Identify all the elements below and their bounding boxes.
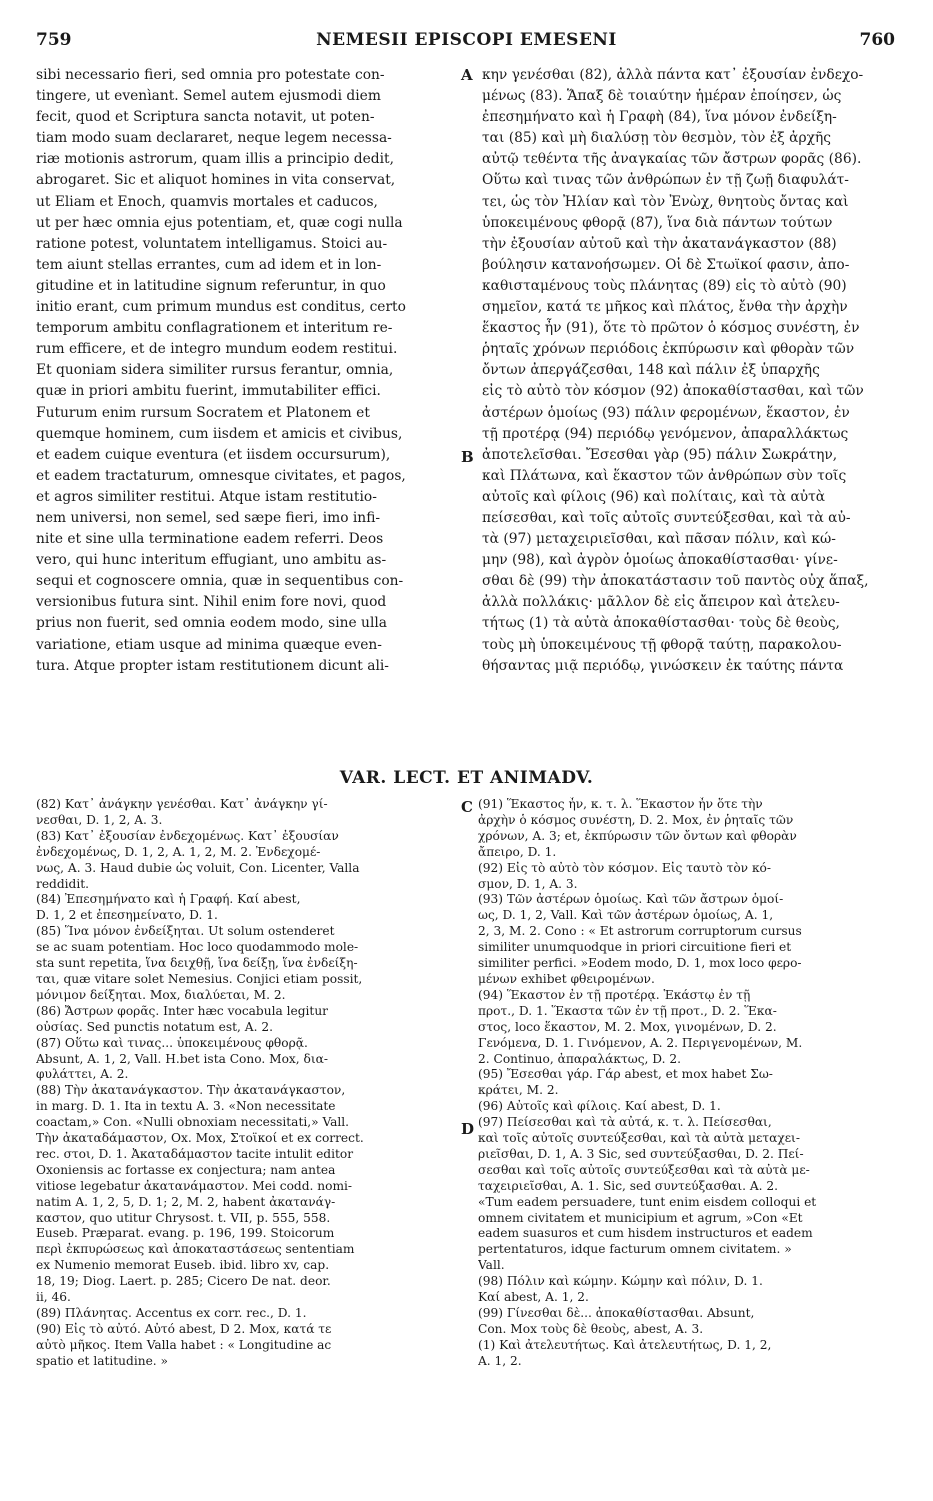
note-line: Oxoniensis ac fortasse ex conjectura; nam antea — [36, 1162, 336, 1177]
note-line: (92) Εἰς τὸ αὐτὸ τὸν κόσμον. Εἰς ταυτὸ τὸν κό- — [478, 860, 772, 875]
latin-text-line: initio erant, cum primum mundus est conditus, certo — [36, 299, 406, 316]
latin-text-line: ut Eliam et Enoch, quamvis mortales et caducos, — [36, 193, 378, 210]
note-line: rec. στοι, D. 1. Ἀκαταδάμαστον tacite intulit editor — [36, 1146, 354, 1161]
note-line: Γενόμενα, D. 1. Γινόμενον, A. 2. Περιγενομένων, M. — [478, 1035, 803, 1050]
greek-text-line: Οὕτω καὶ τινας τῶν ἀνθρώπων ἐν τῇ ζωῇ διαφυλάτ- — [482, 172, 849, 189]
greek-text-line: ὑποκειμένους φθορᾷ (87), ἵνα διὰ πάντων τούτων — [482, 214, 833, 231]
note-line: φυλάττει, A. 2. — [36, 1067, 129, 1082]
greek-text-line: ἀστέρων ὁμοίως (93) πάλιν φερομένων, ἕκαστον, ἐν — [482, 404, 850, 421]
latin-text-line: ratione potest, voluntatem intelligamus. Stoici au- — [36, 235, 388, 252]
note-line: (88) Τὴν ἀκατανάγκαστον. Τὴν ἀκατανάγκαστον, — [36, 1083, 346, 1098]
note-line: νως, A. 3. Haud dubie ὡς voluit, Con. Licenter, Valla — [36, 860, 360, 875]
note-line: (86) Ἄστρων φορᾶς. Inter hæc vocabula legitur — [36, 1003, 328, 1018]
note-line: προτ., D. 1. Ἕκαστα τῶν ἐν τῇ προτ., D. 2. Ἕκα- — [478, 1003, 777, 1018]
greek-text-line: τοὺς μὴ ὑποκειμένους τῇ φθορᾷ ταύτῃ, παρακολου- — [482, 636, 842, 653]
greek-text-line: θήσαντας μιᾷ περιόδῳ, γινώσκειν ἐκ ταύτης πάντα — [482, 657, 844, 674]
note-line: coactam,» Con. «Nulli obnoxiam necessitati,» Vall. — [36, 1115, 350, 1130]
note-line: σμον, D. 1, A. 3. — [478, 876, 578, 891]
note-line: (85) Ἵνα μόνον ἐνδείξηται. Ut solum ostenderet — [36, 924, 335, 939]
greek-text-line: τει, ὡς τὸν Ἠλίαν καὶ τὸν Ἐνὼχ, θνητοὺς ὄντας καὶ — [482, 193, 849, 210]
note-line: (87) Οὕτω καὶ τινας... ὑποκειμένους φθορᾷ. — [36, 1035, 308, 1050]
note-line: reddidit. — [36, 876, 90, 891]
note-line: κράτει, M. 2. — [478, 1083, 559, 1098]
note-line: natim A. 1, 2, 5, D. 1; 2, M. 2, habent ἀκατανάγ- — [36, 1194, 336, 1209]
page-number-right: 760 — [859, 30, 895, 50]
greek-text-line: μένως (83). Ἅπαξ δὲ τοιαύτην ἡμέραν ἐποίησεν, ὡς — [482, 88, 842, 105]
greek-text-line: ἀλλὰ πολλάκις· μᾶλλον δὲ εἰς ἄπειρον καὶ ἀτελευ- — [482, 594, 840, 611]
note-line: eadem suasuros et cum hisdem instructuros et eadem — [478, 1226, 813, 1241]
latin-text-line: temporum ambitu conflagrationem et interitum re- — [36, 320, 393, 337]
note-line: (1) Καὶ ἀτελευτήτως. Καὶ ἀτελευτήτως, D. 1, 2, — [478, 1337, 772, 1352]
latin-text-line: rum efficere, et de integro mundum eodem restitui. — [36, 341, 398, 358]
note-line: (82) Κατ᾽ ἀνάγκην γενέσθαι. Κατ᾽ ἀνάγκην γί- — [36, 797, 328, 811]
latin-column — [36, 65, 454, 677]
note-line: similiter perfici. »Eodem modo, D. 1, mox loco φερο- — [478, 956, 802, 971]
latin-text-line: fecit, quod et Scriptura sancta notavit, ut poten- — [36, 109, 375, 126]
note-line: (91) Ἕκαστος ἦν, κ. τ. λ. Ἕκαστον ἦν ὅτε τὴν — [478, 797, 763, 811]
latin-text-line: et eadem cuique eventura (et iisdem occursurum), — [36, 446, 391, 463]
latin-text-line: Futurum enim rursum Socratem et Platonem et — [36, 404, 370, 421]
greek-text-line: μην (98), καὶ ἀγρὸν ὁμοίως ἀποκαθίστασθαι· γίνε- — [482, 552, 838, 569]
note-line: ex Numenio memorat Euseb. ibid. libro xv, cap. — [36, 1258, 330, 1273]
greek-text-line: τήτως (1) τὰ αὐτὰ ἀποκαθίστασθαι· τοὺς δὲ θεοὺς, — [482, 615, 840, 632]
greek-text-line: εἰς τὸ αὐτὸ τὸν κόσμον (92) ἀποκαθίστασθαι, καὶ τῶν — [482, 383, 864, 400]
note-line: 2, 3, M. 2. Cono : « Et astrorum corruptorum cursus — [478, 924, 802, 939]
note-line: spatio et latitudine. » — [36, 1353, 168, 1368]
latin-text-line: prius non fuerit, sed omnia eodem modo, sine ulla — [36, 615, 387, 632]
note-line: Absunt, A. 1, 2, Vall. H.bet ista Cono. Mox, δια- — [36, 1051, 329, 1066]
note-line: (93) Τῶν ἀστέρων ὁμοίως. Καὶ τῶν ἄστρων ὁμοί- — [478, 892, 784, 907]
note-line: (95) Ἔσεσθαι γάρ. Γάρ abest, et mox habet Σω- — [478, 1067, 773, 1082]
note-line: (83) Κατ᾽ ἐξουσίαν ἐνδεχομένως. Κατ᾽ ἐξουσίαν — [36, 828, 339, 843]
latin-text-line: abrogaret. Sic et aliquot homines in vita conservat, — [36, 172, 396, 189]
latin-text-line: et eadem tractaturum, omnesque civitates, et pagos, — [36, 467, 406, 484]
note-line: A. 1, 2. — [478, 1353, 522, 1368]
latin-text-line: et agros similiter restitui. Atque istam restitutio- — [36, 488, 377, 505]
page-header — [0, 30, 933, 54]
note-line: se ac suam potentiam. Hoc loco quodammodo mole- — [36, 940, 359, 955]
latin-text-line: sibi necessario fieri, sed omnia pro potestate con- — [36, 67, 385, 83]
note-line: μένων exhibet φθειρομένων. — [478, 971, 655, 986]
note-line: vitiose legebatur ἀκατανάμαστον. Mei codd. nomi- — [36, 1178, 353, 1193]
latin-text-line: tingere, ut evenìant. Semel autem ejusmodi diem — [36, 88, 381, 105]
note-line: στος, loco ἕκαστον, M. 2. Mox, γινομένων, D. 2. — [478, 1019, 777, 1034]
greek-text-line: ἐπεσημήνατο καὶ ἡ Γραφὴ (84), ἵνα μόνον ἐνδείξη- — [482, 109, 837, 126]
latin-text-line: quæ in priori ambitu fuerint, immutabiliter effici. — [36, 383, 381, 400]
latin-text-line: variatione, etiam usque ad minima quæque even- — [36, 636, 382, 653]
note-line: οὐσίας. Sed punctis notatum est, A. 2. — [36, 1019, 273, 1034]
greek-text-line: ὄντων ἀπεργάζεσθαι, 148 καὶ πάλιν ἐξ ὑπαρχῆς — [482, 362, 820, 379]
greek-text-line: ῥηταῖς χρόνων περιόδοις ἐκπύρωσιν καὶ φθορὰν τῶν — [482, 341, 855, 358]
latin-text-line: Et quoniam sidera similiter rursus ferantur, omnia, — [36, 362, 394, 379]
margin-letter-c: C — [461, 798, 473, 816]
latin-text-line: tem aiunt stellas errantes, cum ad idem et in lon- — [36, 256, 382, 273]
note-line: νεσθαι, D. 1, 2, A. 3. — [36, 812, 163, 827]
latin-text-line: riæ motionis astrorum, quam illis a principio dedit, — [36, 151, 394, 168]
note-line: Τὴν ἀκαταδάμαστον, Ox. Mox, Στοϊκοί et ex correct. — [36, 1131, 364, 1146]
latin-text-line: vero, qui hunc interitum effugiant, uno ambitu as- — [36, 552, 387, 569]
note-line: (94) Ἕκαστον ἐν τῇ προτέρᾳ. Ἑκάστῳ ἐν τῇ — [478, 987, 751, 1002]
greek-text-line: σθαι δὲ (99) τὴν ἀποκατάστασιν τοῦ παντὸς οὐχ ἅπαξ, — [482, 573, 869, 590]
margin-letter-a: A — [461, 66, 473, 84]
latin-text-line: tiam modo suam declararet, neque legem necessa- — [36, 130, 392, 147]
note-line: sta sunt repetita, ἵνα δειχθῇ, ἵνα δείξῃ, ἵνα ἐνδείξη- — [36, 956, 358, 971]
note-line: καὶ τοῖς αὐτοῖς συντεύξεσθαι, καὶ τὰ αὐτὰ μεταχει- — [478, 1131, 800, 1146]
greek-text-line: πείσεσθαι, καὶ τοῖς αὐτοῖς συντεύξεσθαι, καὶ τὰ αὐ- — [482, 509, 851, 526]
latin-text-line: versionibus futura sint. Nihil enim fore novi, quod — [36, 594, 387, 611]
note-line: omnem civitatem et municipium et agrum, »Con «Et — [478, 1210, 803, 1225]
greek-text-line: αὐτοῖς καὶ φίλοις (96) καὶ πολίταις, καὶ τὰ αὐτὰ — [482, 488, 826, 505]
note-line: ἐνδεχομένως, D. 1, 2, A. 1, 2, M. 2. Ἐνδεχομέ- — [36, 844, 321, 859]
note-line: ριεῖσθαι, D. 1, A. 3 Sic, sed συντεύξασθαι, D. 2. Πεί- — [478, 1146, 804, 1161]
note-line: 2. Continuo, ἀπαραλάκτως, D. 2. — [478, 1051, 681, 1066]
note-line: Euseb. Præparat. evang. p. 196, 199. Stoicorum — [36, 1226, 335, 1241]
greek-column — [482, 65, 894, 677]
greek-text-line: καὶ Πλάτωνα, καὶ ἕκαστον τῶν ἀνθρώπων σὺν τοῖς — [482, 467, 847, 484]
note-line: σεσθαι καὶ τοῖς αὐτοῖς συντεύξεσθαι καὶ τὰ αὐτὰ με- — [478, 1162, 810, 1177]
note-line: περὶ ἐκπυρώσεως καὶ ἀποκαταστάσεως sententiam — [36, 1242, 355, 1257]
notes-right-column — [478, 797, 898, 1370]
note-line: ταχειριεῖσθαι, A. 1. Sic, sed συντεύξασθαι. A. 2. — [478, 1178, 779, 1193]
greek-text-line: ἀποτελεῖσθαι. Ἔσεσθαι γὰρ (95) πάλιν Σωκράτην, — [482, 446, 838, 463]
note-line: (90) Εἰς τὸ αὐτό. Αὐτό abest, D 2. Mox, κατά τε — [36, 1321, 332, 1336]
greek-text-line: ται (85) καὶ μὴ διαλύσῃ τὸν θεσμὸν, τὸν ἐξ ἀρχῆς — [482, 130, 831, 147]
note-line: similiter unumquodque in priori circuitione fieri et — [478, 940, 792, 955]
greek-text-line: σημεῖον, κατά τε μῆκος καὶ πλάτος, ἔνθα τὴν ἀρχὴν — [482, 299, 848, 316]
greek-text-line: αὐτῷ τεθέντα τῆς ἀναγκαίας τῶν ἄστρων φορᾶς (86). — [482, 151, 862, 168]
note-line: ἀρχὴν ὁ κόσμος συνέστη, D. 2. Mox, ἐν ῥηταῖς τῶν — [478, 812, 794, 827]
latin-text-line: tura. Atque propter istam restitutionem dicunt ali- — [36, 657, 389, 674]
note-line: ως, D. 1, 2, Vall. Καὶ τῶν ἀστέρων ὁμοίως, A. 1, — [478, 908, 774, 923]
note-line: «Tum eadem persuadere, tunt enim eisdem colloqui et — [478, 1194, 817, 1209]
greek-text-line: τῇ προτέρᾳ (94) περιόδῳ γενόμενον, ἀπαραλλάκτως — [482, 425, 849, 442]
note-line: καστον, quo utitur Chrysost. t. VII, p. 555, 558. — [36, 1210, 331, 1225]
latin-text-line: gitudine et in latitudine signum referuntur, in quo — [36, 277, 386, 294]
note-line: ται, quæ vitare solet Nemesius. Conjici etiam possit, — [36, 971, 363, 986]
note-line: ii, 46. — [36, 1290, 71, 1305]
note-line: (84) Ἐπεσημήνατο καὶ ἡ Γραφή. Καί abest, — [36, 892, 301, 907]
note-line: αὐτὸ μῆκος. Item Valla habet : « Longitudine ac — [36, 1337, 332, 1352]
note-line: Καί abest, A. 1, 2. — [478, 1290, 589, 1305]
note-line: in marg. D. 1. Ita in textu A. 3. «Non necessitate — [36, 1099, 336, 1114]
greek-text-line: καθισταμένους τοὺς πλάνητας (89) εἰς τὸ αὐτὸ (90) — [482, 277, 847, 294]
margin-letter-b: B — [461, 448, 474, 466]
greek-text-line: τὰ (97) μεταχειριεῖσθαι, καὶ πᾶσαν πόλιν, καὶ κώ- — [482, 531, 836, 548]
note-line: (99) Γίνεσθαι δὲ... ἀποκαθίστασθαι. Absunt, — [478, 1306, 755, 1320]
page-number-left: 759 — [36, 30, 72, 50]
note-line: pertentaturos, idque facturum omnem civitatem. » — [478, 1242, 792, 1257]
running-title: NEMESII EPISCOPI EMESENI — [316, 30, 617, 50]
notes-left-column — [36, 797, 458, 1370]
latin-text-line: ut per hæc omnia ejus potentiam, et, quæ cogi nulla — [36, 214, 403, 231]
greek-text-line: ἕκαστος ἦν (91), ὅτε τὸ πρῶτον ὁ κόσμος συνέστη, ἐν — [482, 320, 860, 337]
note-line: χρόνων, A. 3; et, ἐκπύρωσιν τῶν ὄντων καὶ φθορὰν — [478, 828, 797, 843]
note-line: 18, 19; Diog. Laert. p. 285; Cicero De nat. deor. — [36, 1274, 331, 1289]
latin-text-line: nite et sine ulla terminatione eadem referri. Deos — [36, 531, 384, 548]
greek-text-line: κην γενέσθαι (82), ἀλλὰ πάντα κατ᾽ ἐξουσίαν ἐνδεχο- — [482, 67, 864, 83]
latin-text-line: quemque hominem, cum iisdem et amicis et civibus, — [36, 425, 403, 442]
note-line: D. 1, 2 et ἐπεσημείνατο, D. 1. — [36, 908, 218, 923]
margin-letter-d: D — [461, 1120, 475, 1138]
note-line: (98) Πόλιν καὶ κώμην. Κώμην καὶ πόλιν, D. 1. — [478, 1274, 763, 1289]
latin-text-line: sequi et cognoscere omnia, quæ in sequentibus con- — [36, 573, 404, 590]
greek-text-line: τὴν ἐξουσίαν αὐτοῦ καὶ τὴν ἀκατανάγκαστον (88) — [482, 235, 837, 252]
note-line: μόνιμον δείξηται. Mox, διαλύεται, M. 2. — [36, 987, 286, 1002]
note-line: ἄπειρο, D. 1. — [478, 844, 557, 859]
note-line: (96) Αὐτοῖς καὶ φίλοις. Καί abest, D. 1. — [478, 1099, 721, 1114]
greek-text-line: βούλησιν κατανοήσωμεν. Οἱ δὲ Στωϊκοί φασιν, ἀπο- — [482, 256, 850, 273]
note-line: (97) Πείσεσθαι καὶ τὰ αὐτά, κ. τ. λ. Πείσεσθαι, — [478, 1115, 772, 1130]
variants-heading: VAR. LECT. ET ANIMADV. — [339, 768, 594, 788]
note-line: Vall. — [478, 1258, 505, 1273]
note-line: Con. Mox τοὺς δὲ θεοὺς, abest, A. 3. — [478, 1321, 704, 1336]
note-line: (89) Πλάνητας. Accentus ex corr. rec., D. 1. — [36, 1306, 307, 1320]
latin-text-line: nem universi, non semel, sed sæpe fieri, imo infi- — [36, 509, 381, 526]
